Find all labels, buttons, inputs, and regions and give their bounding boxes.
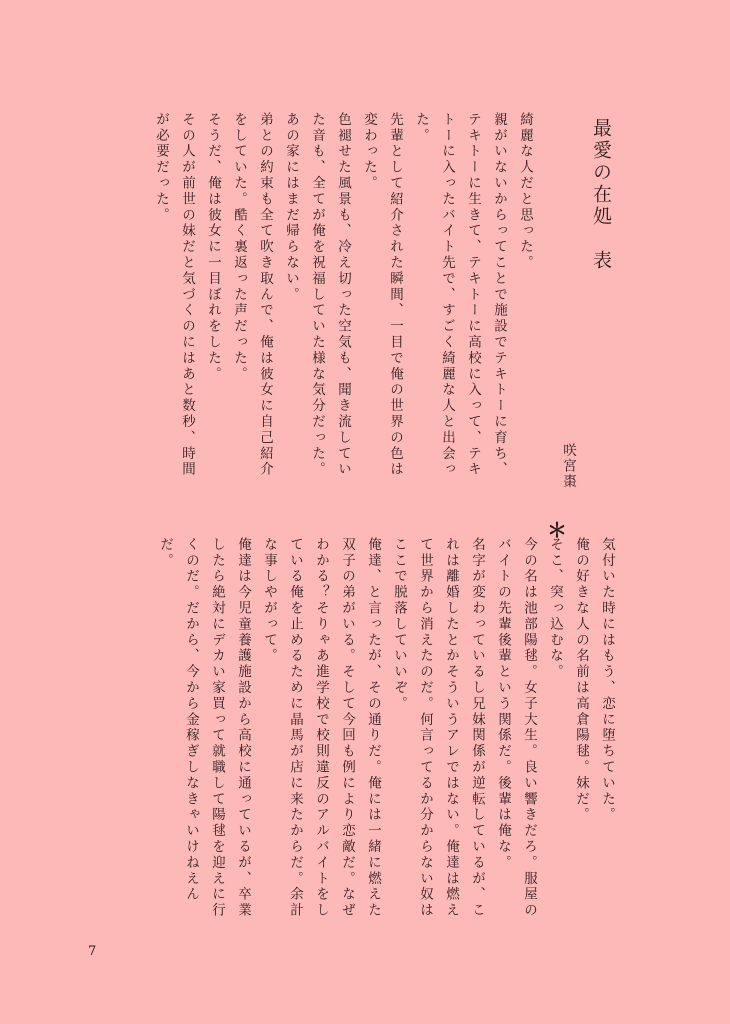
paragraph: そこ、突っ込むな。	[547, 537, 563, 681]
paragraph: 俺達、と言ったが、その通りだ。俺には一緒に燃えた双子の弟がいる。そして今回も例により恋敵だ。なぜわかる？そりゃあ進学校で校則違反のアルバイトをしている俺を止めるために晶馬が店に来たからだ。余計な事しやがって。	[261, 537, 381, 919]
paragraph: そうだ、俺は彼女に一目ぼれをした。	[205, 112, 221, 383]
top-text-block	[148, 112, 538, 492]
paragraph: 俺の好きな人の名前は高倉陽毬。妹だ。	[573, 537, 589, 824]
paragraph: あの家にはまだ帰らない。	[283, 112, 299, 303]
paragraph: その人が前世の妹だと気づくのにはあと数秒、時間が必要だった。	[153, 112, 195, 478]
section-separator: ＊	[547, 518, 567, 542]
paragraph: 先輩として紹介された瞬間、一目で俺の世界の色は変わった。	[361, 112, 403, 478]
paragraph: 弟との約束も全て吹き取んで、俺は彼女に自己紹介をしていた。酷く裏返った声だった。	[231, 112, 273, 478]
paragraph: 綺麗な人だと思った。	[517, 112, 533, 271]
page-number: 7	[88, 944, 97, 959]
chapter-title: 最愛の在処 表	[590, 118, 612, 272]
author-name: 咲宮棗	[560, 443, 576, 490]
paragraph: 気付いた時にはもう、恋に堕ちていた。	[599, 537, 615, 824]
paragraph: 名字が変わっているし兄妹関係が逆転しているが、これは離婚したとかそういうアレではない。俺達は燃えて世界から消えたのだ。何言ってるか分からない奴はここで脱落していいぞ。	[391, 537, 485, 919]
paragraph: 親がいないからってことで施設でテキトーに育ち、テキトーに生きて、テキトーに高校に入って、テキトーに入ったバイト先で、すごく綺麗な人と出会った。	[413, 112, 507, 478]
paragraph: 色褪せた風景も、冷え切った空気も、聞き流していた音も、全てが俺を祝福していた様な気分だった。	[309, 112, 351, 478]
paragraph: 俺達は今児童養護施設から高校に通っているが、卒業したら絶対にデカい家買って就職して陽毬を迎えに行くのだ。だから、今から金稼ぎしなきゃいけねえんだ。	[157, 537, 251, 919]
bottom-text-block	[152, 537, 620, 922]
paragraph: 今の名は池部陽毬。女子大生。良い響きだろ。服屋のバイトの先輩後輩という関係だ。後輩は俺な。	[495, 537, 537, 919]
